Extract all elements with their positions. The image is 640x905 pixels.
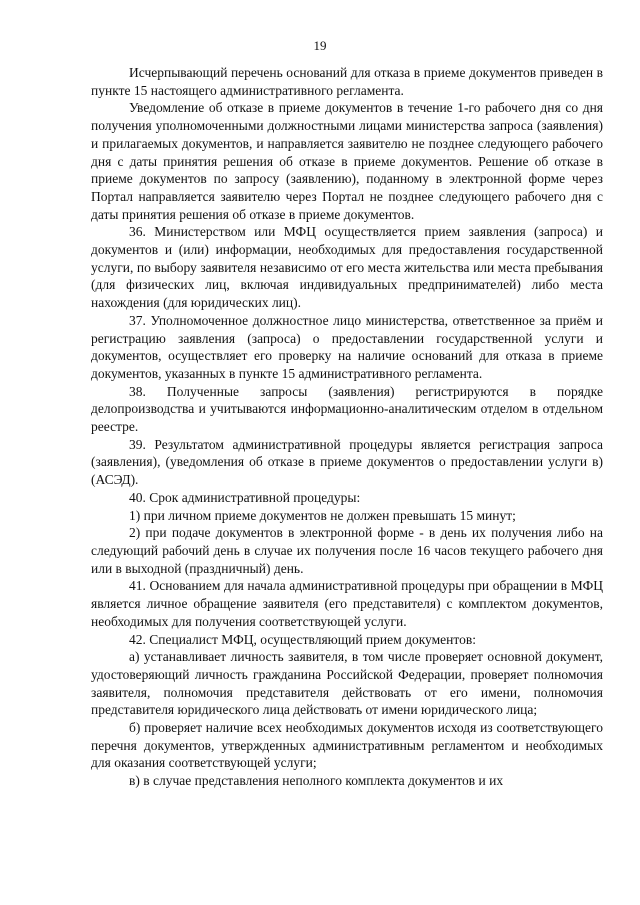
paragraph-refusal-notice: Уведомление об отказе в приеме документов в течение 1-го рабочего дня со дня получения уполномоченными должностными лицами министерства запроса (заявления) и прилагаемых документов, и направляется заявителю не позднее следующего рабочего дня с даты принятия решения об отказе в приеме документов. Решение об отказе в приеме документов по запросу (заявлению), поданному в электронной форме через Портал направляется заявителю через Портал не позднее следующего рабочего дня с даты принятия решения об отказе в приеме документов. [91, 100, 603, 222]
paragraph-42-item-a: а) устанавливает личность заявителя, в том числе проверяет основной документ, удостоверяющий личность гражданина Российской Федерации, проверяет полномочия заявителя, полномочия представителя действовать от его имени, полномочия представителя юридического лица действовать от имени юридического лица; [91, 649, 603, 718]
paragraph-42: 42. Специалист МФЦ, осуществляющий прием документов: [129, 631, 476, 647]
paragraph-37: 37. Уполномоченное должностное лицо министерства, ответственное за приём и регистрацию заявления (запроса) о предоставлении государственной услуги и документов, осуществляет его проверку на наличие оснований для отказа в приеме документов, указанных в пункте 15 административного регламента. [91, 312, 603, 381]
paragraph-38: 38. Полученные запросы (заявления) регистрируются в порядке делопроизводства и учитываются информационно-аналитическим отделом в отдельном реестре. [91, 383, 603, 435]
paragraph-39: 39. Результатом административной процедуры является регистрация запроса (заявления), (уведомления об отказе в приеме документов о предоставлении услуги в) (АСЭД). [91, 436, 603, 488]
paragraph-40-item-1: 1) при личном приеме документов не должен превышать 15 минут; [129, 507, 516, 523]
paragraph-42-item-v: в) в случае представления неполного комплекта документов и их [129, 773, 504, 789]
paragraph-41: 41. Основанием для начала административной процедуры при обращении в МФЦ является личное обращение заявителя (его представителя) с комплектом документов, необходимых для получения соответствующей услуги. [91, 578, 603, 629]
paragraph-40-item-2: 2) при подаче документов в электронной форме - в день их получения либо на следующий рабочий день в случае их получения после 16 часов текущего рабочего дня или в выходной (праздничный) день. [91, 525, 603, 576]
paragraph-40: 40. Срок административной процедуры: [129, 489, 361, 505]
paragraph-grounds-list: Исчерпывающий перечень оснований для отказа в приеме документов приведен в пункте 15 настоящего административного регламента. [91, 65, 603, 98]
paragraph-36: 36. Министерством или МФЦ осуществляется прием заявления (запроса) и документов и (или) информации, необходимых для предоставления государственной услуги, по выбору заявителя независимо от его места жительства или места пребывания (для физических лиц, включая индивидуальных предпринимателей) либо места нахождения (для юридических лиц). [91, 224, 603, 311]
page-number: 19 [313, 38, 327, 53]
paragraph-42-item-b: б) проверяет наличие всех необходимых документов исходя из соответствующего перечня документов, утвержденных административным регламентом и необходимых для оказания соответствующей услуги; [91, 720, 603, 771]
document-body [91, 64, 603, 790]
